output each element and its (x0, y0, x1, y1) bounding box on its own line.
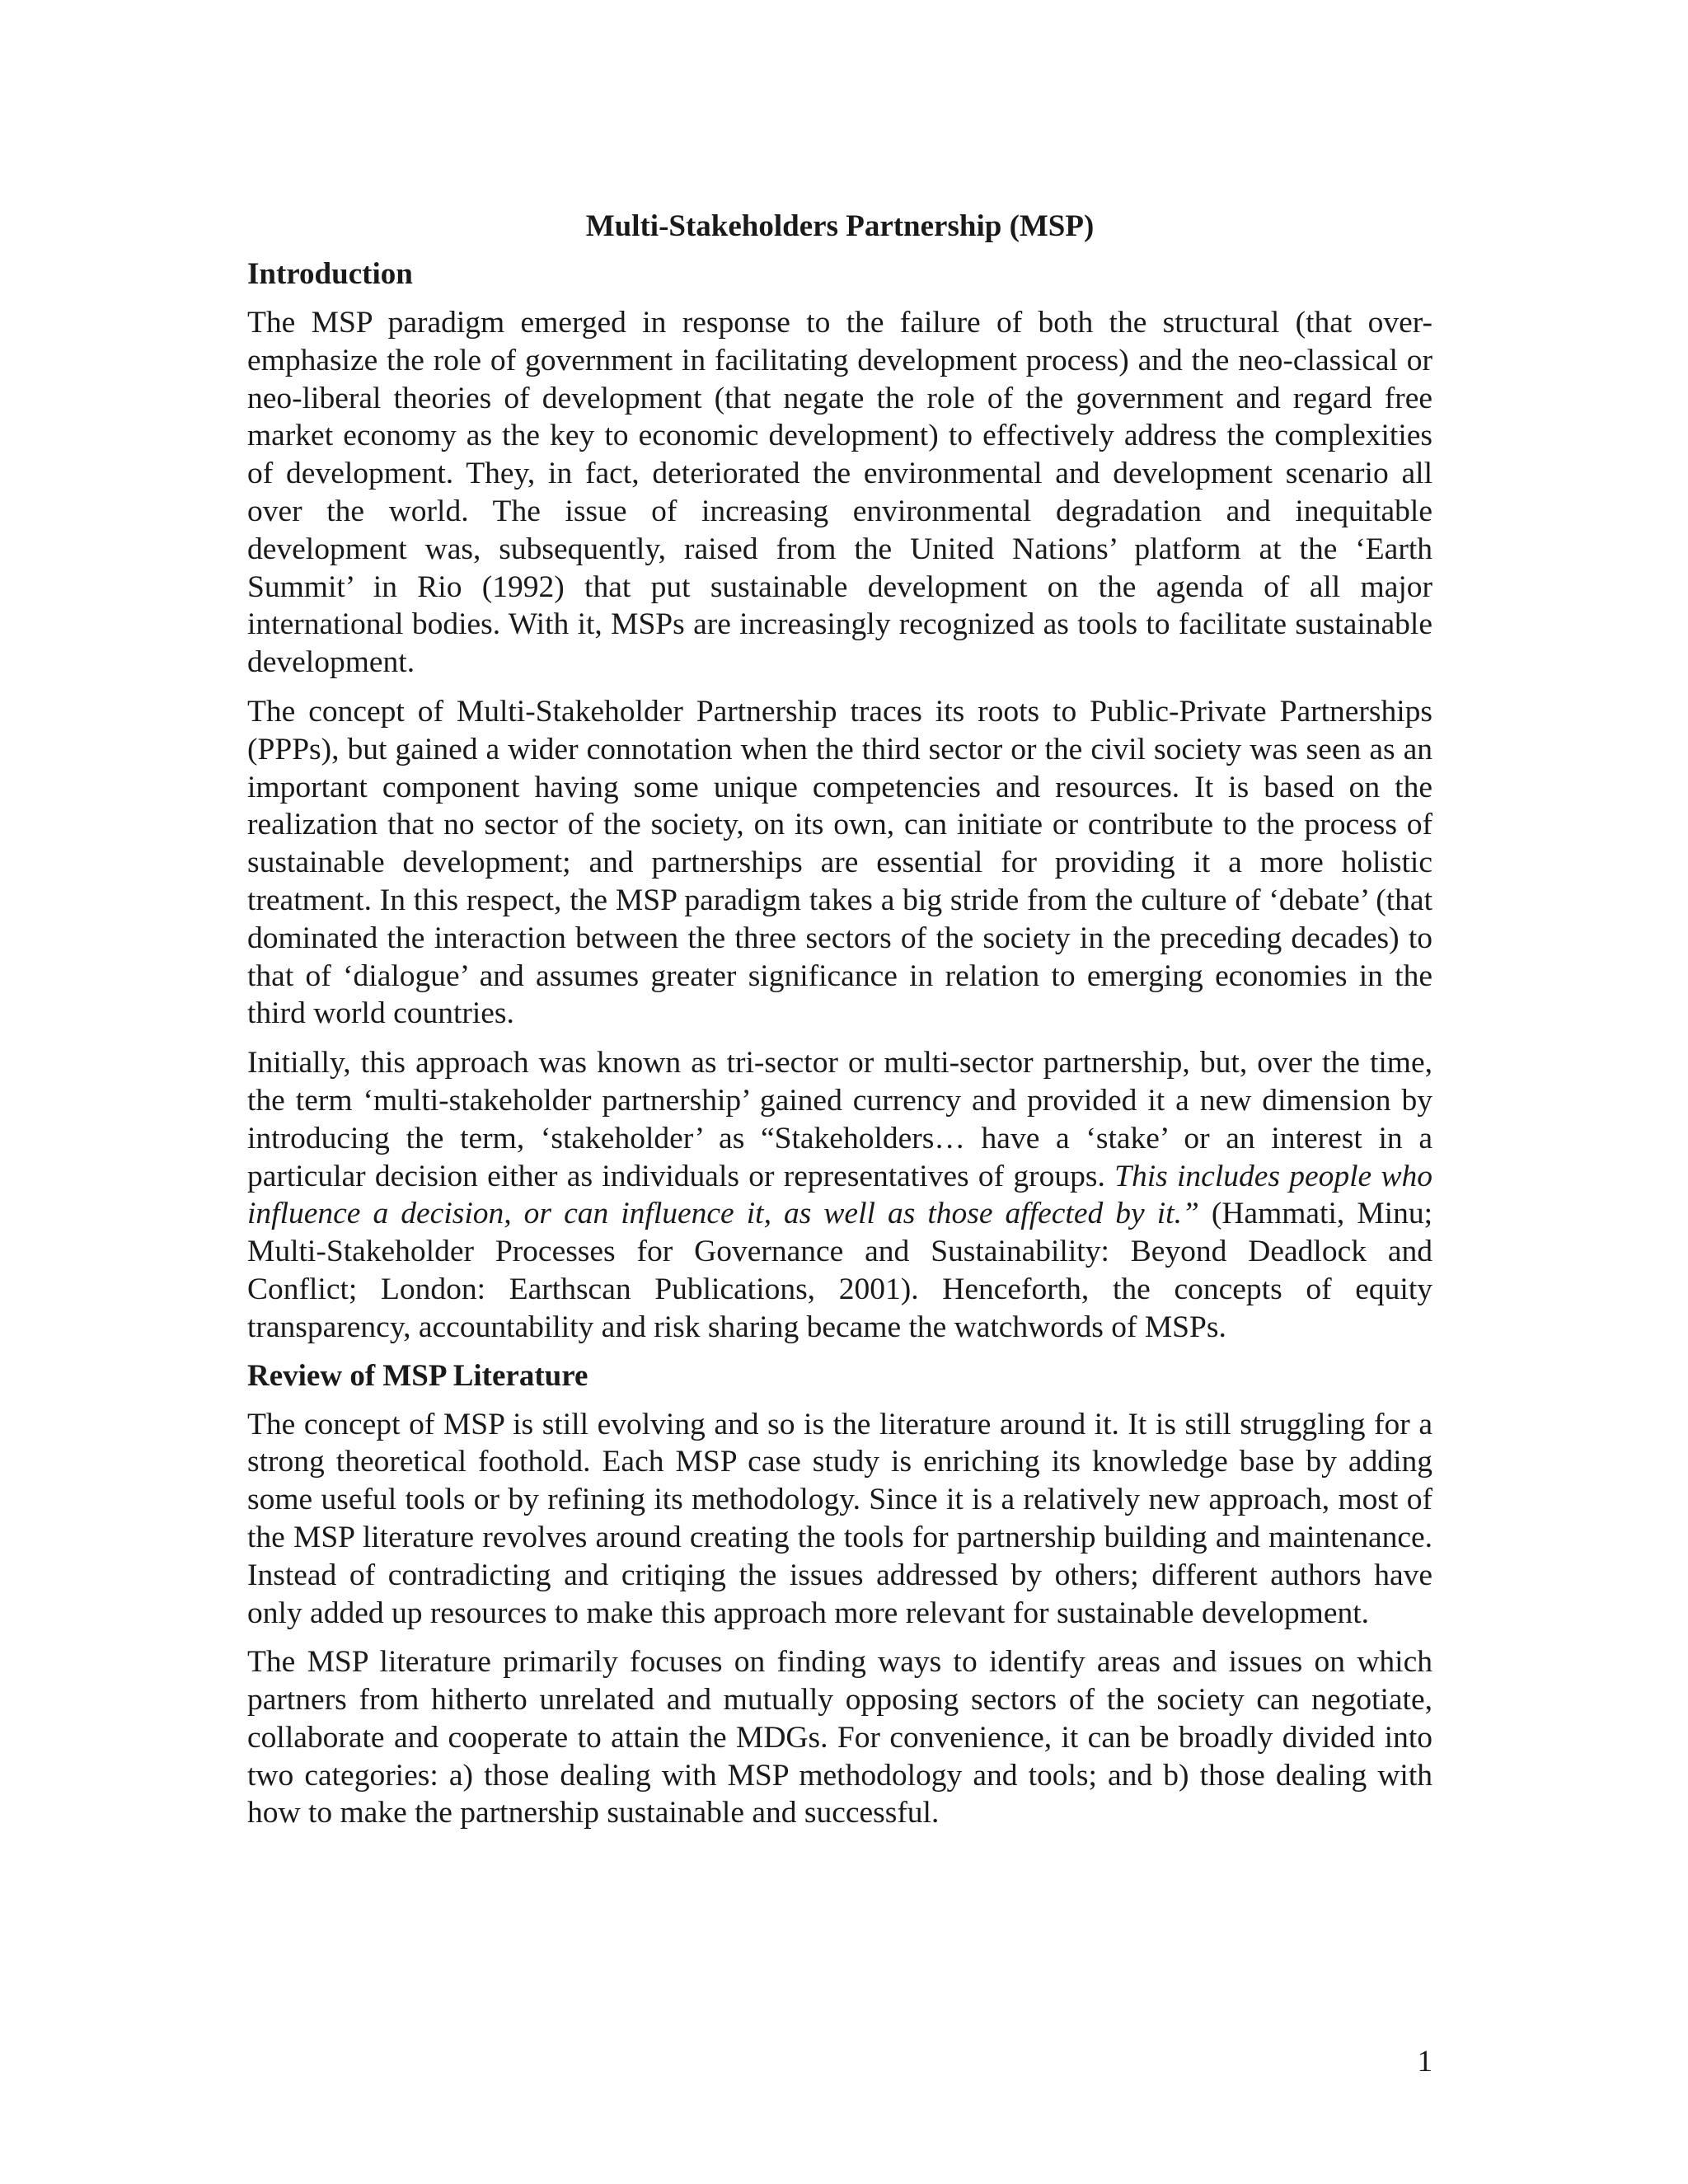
review-paragraph-1: The concept of MSP is still evolving and so is the literature around it. It is still struggling for a strong theoretical foothold. Each MSP case study is enriching its knowledge base by adding some useful tools or by refining its methodology. Since it is a relatively new approach, most of the MSP literature revolves around creating the tools for partnership building and maintenance. Instead of contradicting and critiqing the issues addressed by others; different authors have only added up resources to make this approach more relevant for sustainable development. (247, 1407, 1432, 1630)
intro-paragraph-1: The MSP paradigm emerged in response to the failure of both the structural (that over-emphasize the role of government in facilitating development process) and the neo-classical or neo-liberal theories of development (that negate the role of the government and regard free market economy as the key to economic development) to effectively address the complexities of development. They, in fact, deteriorated the environmental and development scenario all over the world. The issue of increasing environmental degradation and inequitable development was, subsequently, raised from the United Nations’ platform at the ‘Earth Summit’ in Rio (1992) that put sustainable development on the agenda of all major international bodies. With it, MSPs are increasingly recognized as tools to facilitate sustainable development. (247, 306, 1432, 680)
quote-text-italic: This includes people who influence a decision, or can influence it, as well as those affected by it.” (247, 1159, 1432, 1231)
document-body (247, 209, 1432, 1844)
review-paragraph-2: The MSP literature primarily focuses on finding ways to identify areas and issues on which partners from hitherto unrelated and mutually opposing sectors of the society can negotiate, collaborate and cooperate to attain the MDGs. For convenience, it can be broadly divided into two categories: a) those dealing with MSP methodology and tools; and b) those dealing with how to make the partnership sustainable and successful. (247, 1645, 1432, 1830)
quote-text-before: Initially, this approach was known as tri-sector or multi-sector partnership, but, over the time, the term ‘multi-stakeholder partnership’ gained currency and provided it a new dimension by introducing the term, ‘stakeholder’ as “Stakeholders… have a ‘stake’ or an interest in a particular decision either as individuals or representatives of groups. (247, 1046, 1432, 1193)
intro-paragraph-3 (247, 1044, 1432, 1346)
section-heading-review: Review of MSP Literature (247, 1358, 588, 1393)
section-heading-introduction: Introduction (247, 257, 413, 291)
intro-paragraph-2: The concept of Multi-Stakeholder Partnership traces its roots to Public-Private Partnerships (PPPs), but gained a wider connotation when the third sector or the civil society was seen as an important component having some unique competencies and resources. It is based on the realization that no sector of the society, on its own, can initiate or contribute to the process of sustainable development; and partnerships are essential for providing it a more holistic treatment. In this respect, the MSP paradigm takes a big stride from the culture of ‘debate’ (that dominated the interaction between the three sectors of the society in the preceding decades) to that of ‘dialogue’ and assumes greater significance in relation to emerging economies in the third world countries. (247, 694, 1432, 1031)
quote-text-after: (Hammati, Minu; Multi-Stakeholder Processes for Governance and Sustainability: Beyond Deadlock and Conflict; London: Earthscan Publications, 2001). Henceforth, the concepts of equity transparency, accountability and risk sharing became the watchwords of MSPs. (247, 1197, 1432, 1344)
page-number: 1 (1417, 2045, 1432, 2079)
document-title: Multi-Stakeholders Partnership (MSP) (585, 209, 1095, 243)
